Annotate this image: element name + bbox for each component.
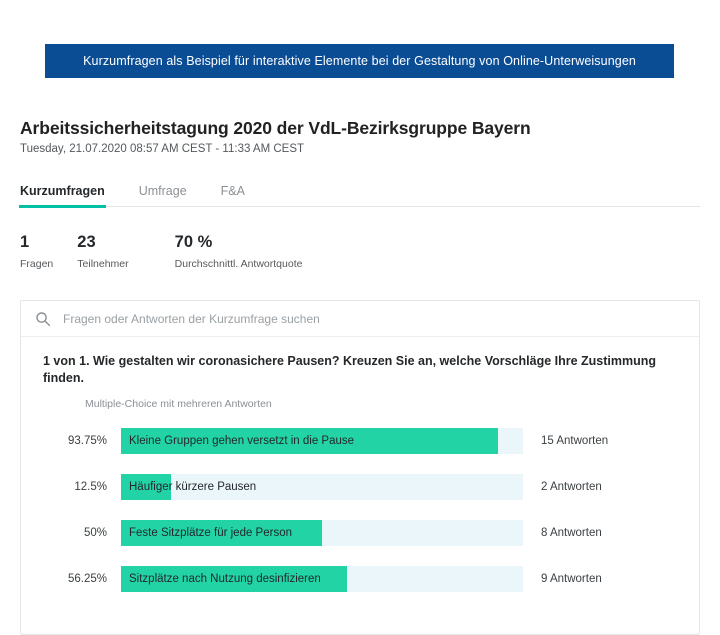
stats-row (20, 233, 720, 270)
question-block (21, 337, 699, 634)
answer-bar-track (121, 566, 523, 592)
answer-label: Feste Sitzplätze für jede Person (129, 526, 292, 539)
answer-percent: 93.75% (67, 434, 107, 447)
top-banner (45, 44, 674, 78)
search-input[interactable] (61, 311, 685, 327)
answer-row (43, 520, 677, 546)
answer-list (43, 428, 677, 592)
tab-umfrage[interactable] (139, 184, 187, 206)
answer-bar-track (121, 428, 523, 454)
question-type: Multiple-Choice mit mehreren Antworten (85, 397, 272, 410)
question-text: 1 von 1. Wie gestalten wir coronasichere Pausen? Kreuzen Sie an, welche Vorschläge Ihre Zustimmung finden. (43, 354, 657, 385)
tab-kurzumfragen-label: Kurzumfragen (20, 184, 105, 198)
stat-teilnehmer-value: 23 (77, 233, 96, 251)
answer-row (43, 566, 677, 592)
tab-bar (20, 177, 700, 207)
page-title: Arbeitssicherheitstagung 2020 der VdL-Bezirksgruppe Bayern (20, 118, 531, 138)
answer-row (43, 474, 677, 500)
top-banner-text: Kurzumfragen als Beispiel für interaktive Elemente bei der Gestaltung von Online-Unterweisungen (83, 54, 636, 68)
stat-fragen-label: Fragen (20, 258, 54, 270)
answer-count: 9 Antworten (541, 572, 602, 585)
answer-count: 8 Antworten (541, 526, 602, 539)
answer-count: 15 Antworten (541, 434, 609, 447)
answer-count: 2 Antworten (541, 480, 602, 493)
answer-bar-track (121, 474, 523, 500)
stat-antwortquote-value: 70 % (174, 233, 213, 251)
answer-label: Sitzplätze nach Nutzung desinfizieren (129, 572, 321, 585)
main-content (0, 96, 720, 635)
stat-antwortquote-label: Durchschnittl. Antwortquote (174, 258, 303, 270)
stat-fragen (20, 233, 53, 270)
tab-fa[interactable] (221, 184, 245, 206)
stat-teilnehmer (77, 233, 128, 270)
answer-bar-track (121, 520, 523, 546)
stat-fragen-value: 1 (20, 233, 30, 251)
answer-percent: 12.5% (74, 480, 107, 493)
page-subtitle: Tuesday, 21.07.2020 08:57 AM CEST - 11:33 AM CEST (20, 143, 305, 155)
stat-antwortquote (175, 233, 303, 270)
search-icon (35, 311, 51, 327)
answer-label: Häufiger kürzere Pausen (129, 480, 257, 493)
search-row (21, 301, 699, 337)
tab-kurzumfragen[interactable] (20, 184, 105, 206)
stat-teilnehmer-label: Teilnehmer (77, 258, 129, 270)
answer-row (43, 428, 677, 454)
tab-umfrage-label: Umfrage (138, 184, 187, 198)
tab-fa-label: F&A (220, 184, 245, 198)
answer-percent: 50% (83, 526, 107, 539)
answer-label: Kleine Gruppen gehen versetzt in die Pause (129, 434, 355, 447)
poll-results-panel (20, 300, 700, 635)
answer-percent: 56.25% (67, 572, 107, 585)
